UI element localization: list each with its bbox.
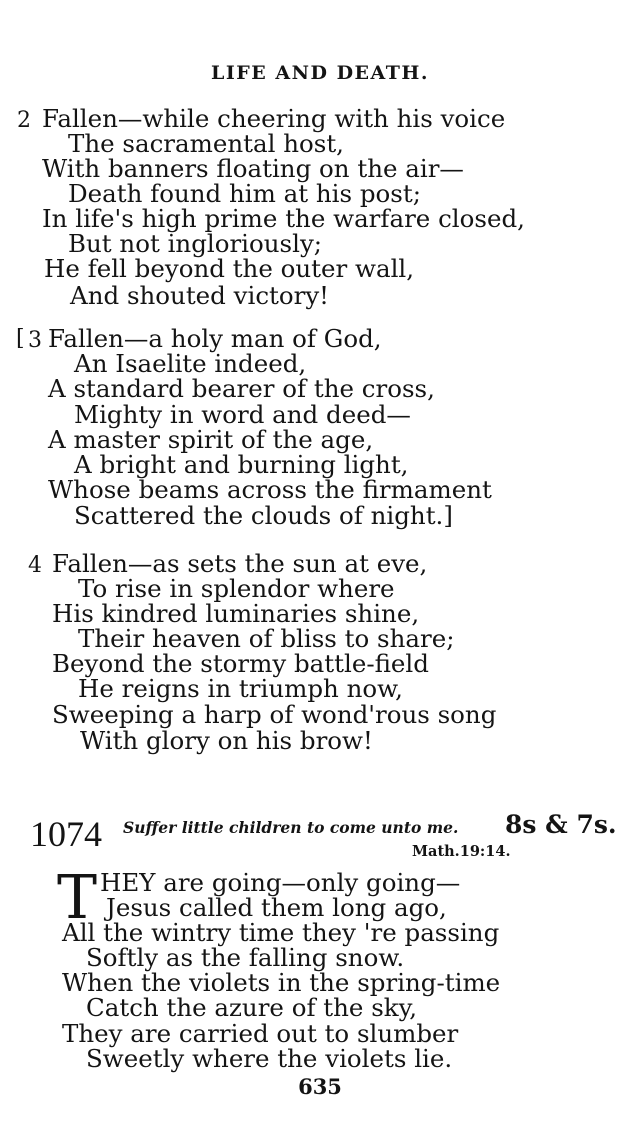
verse-line: Sweeping a harp of wond'rous song (52, 700, 497, 729)
verse-line: With glory on his brow! (80, 726, 373, 755)
verse-line: A standard bearer of the cross, (48, 374, 435, 403)
stanza-number: 2 (17, 108, 31, 133)
verse-line: He reigns in triumph now, (78, 674, 403, 703)
stanza-number: 4 (28, 553, 42, 578)
verse-line: All the wintry time they 're passing (62, 918, 500, 947)
page-header: LIFE AND DEATH. (211, 62, 429, 84)
verse-line: Catch the azure of the sky, (86, 993, 418, 1022)
page-number: 635 (298, 1074, 342, 1099)
verse-line: Whose beams across the firmament (48, 475, 492, 504)
verse-line: He fell beyond the outer wall, (44, 254, 415, 283)
verse-line: But not ingloriously; (68, 229, 323, 258)
verse-line: Their heaven of bliss to share; (78, 624, 455, 653)
bracket-open: [ (16, 326, 25, 351)
verse-line: Fallen—as sets the sun at eve, (52, 549, 428, 578)
verse-line: The sacramental host, (68, 129, 344, 158)
verse-line: A bright and burning light, (74, 450, 409, 479)
verse-line: To rise in splendor where (78, 574, 395, 603)
verse-line: Softly as the falling snow. (86, 943, 405, 972)
hymn-number: 1074 (30, 814, 102, 854)
verse-line: Mighty in word and deed— (74, 400, 411, 429)
verse-line: Death found him at his post; (68, 179, 421, 208)
hymn-meter: 8s & 7s. (505, 810, 617, 839)
verse-line: Sweetly where the violets lie. (86, 1044, 453, 1073)
verse-line: In life's high prime the warfare closed, (42, 204, 525, 233)
verse-line: Scattered the clouds of night.] (74, 501, 453, 530)
verse-line: And shouted victory! (70, 281, 330, 310)
verse-line: Fallen—while cheering with his voice (42, 104, 506, 133)
verse-line: They are carried out to slumber (62, 1019, 459, 1048)
drop-cap: T (57, 863, 98, 933)
verse-line: HEY are going—only going— (100, 868, 461, 897)
verse-line: Beyond the stormy battle-field (52, 649, 429, 678)
verse-line: A master spirit of the age, (48, 425, 374, 454)
verse-line: Fallen—a holy man of God, (48, 324, 382, 353)
scripture-reference: Math.19:14. (412, 843, 511, 860)
hymn-subtitle: Suffer little children to come unto me. (123, 818, 459, 837)
stanza-number: 3 (28, 328, 42, 353)
verse-line: His kindred luminaries shine, (52, 599, 420, 628)
verse-line: With banners floating on the air— (42, 154, 464, 183)
verse-line: An Isaelite indeed, (74, 349, 307, 378)
verse-line: When the violets in the spring-time (62, 968, 501, 997)
verse-line: Jesus called them long ago, (106, 893, 447, 922)
